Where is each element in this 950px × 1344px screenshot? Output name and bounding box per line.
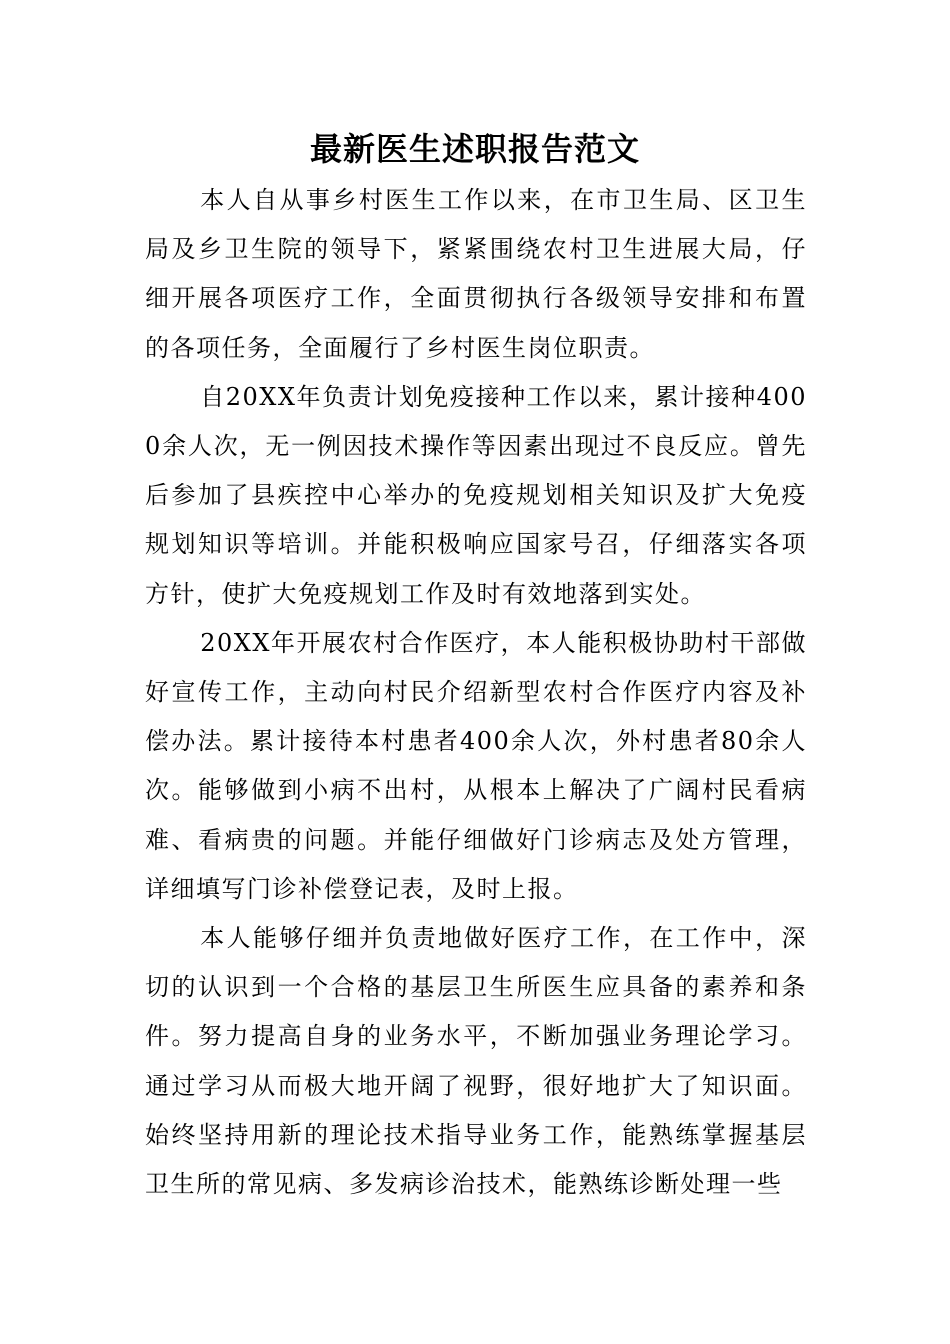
- paragraph-3: 20XX年开展农村合作医疗，本人能积极协助村干部做好宣传工作，主动向村民介绍新型农村合作医疗内容及补偿办法。累计接待本村患者400余人次，外村患者80余人次。能够做到小病不出村，从根本上解决了广阔村民看病难、看病贵的问题。并能仔细做好门诊病志及处方管理，详细填写门诊补偿登记表，及时上报。: [145, 628, 807, 903]
- document-title: 最新医生述职报告范文: [309, 130, 640, 168]
- paragraph-2: 自20XX年负责计划免疫接种工作以来，累计接种4000余人次，无一例因技术操作等因素出现过不良反应。曾先后参加了县疾控中心举办的免疫规划相关知识及扩大免疫规划知识等培训。并能积极响应国家号召，仔细落实各项方针，使扩大免疫规划工作及时有效地落到实处。: [145, 382, 807, 608]
- paragraph-1: 本人自从事乡村医生工作以来，在市卫生局、区卫生局及乡卫生院的领导下，紧紧围绕农村卫生进展大局，仔细开展各项医疗工作，全面贯彻执行各级领导安排和布置的各项任务，全面履行了乡村医生岗位职责。: [145, 186, 807, 362]
- paragraph-4: 本人能够仔细并负责地做好医疗工作，在工作中，深切的认识到一个合格的基层卫生所医生应具备的素养和条件。努力提高自身的业务水平，不断加强业务理论学习。通过学习从而极大地开阔了视野，很好地扩大了知识面。始终坚持用新的理论技术指导业务工作，能熟练掌握基层卫生所的常见病、多发病诊治技术，能熟练诊断处理一些: [145, 924, 807, 1199]
- document-body: [145, 176, 807, 1209]
